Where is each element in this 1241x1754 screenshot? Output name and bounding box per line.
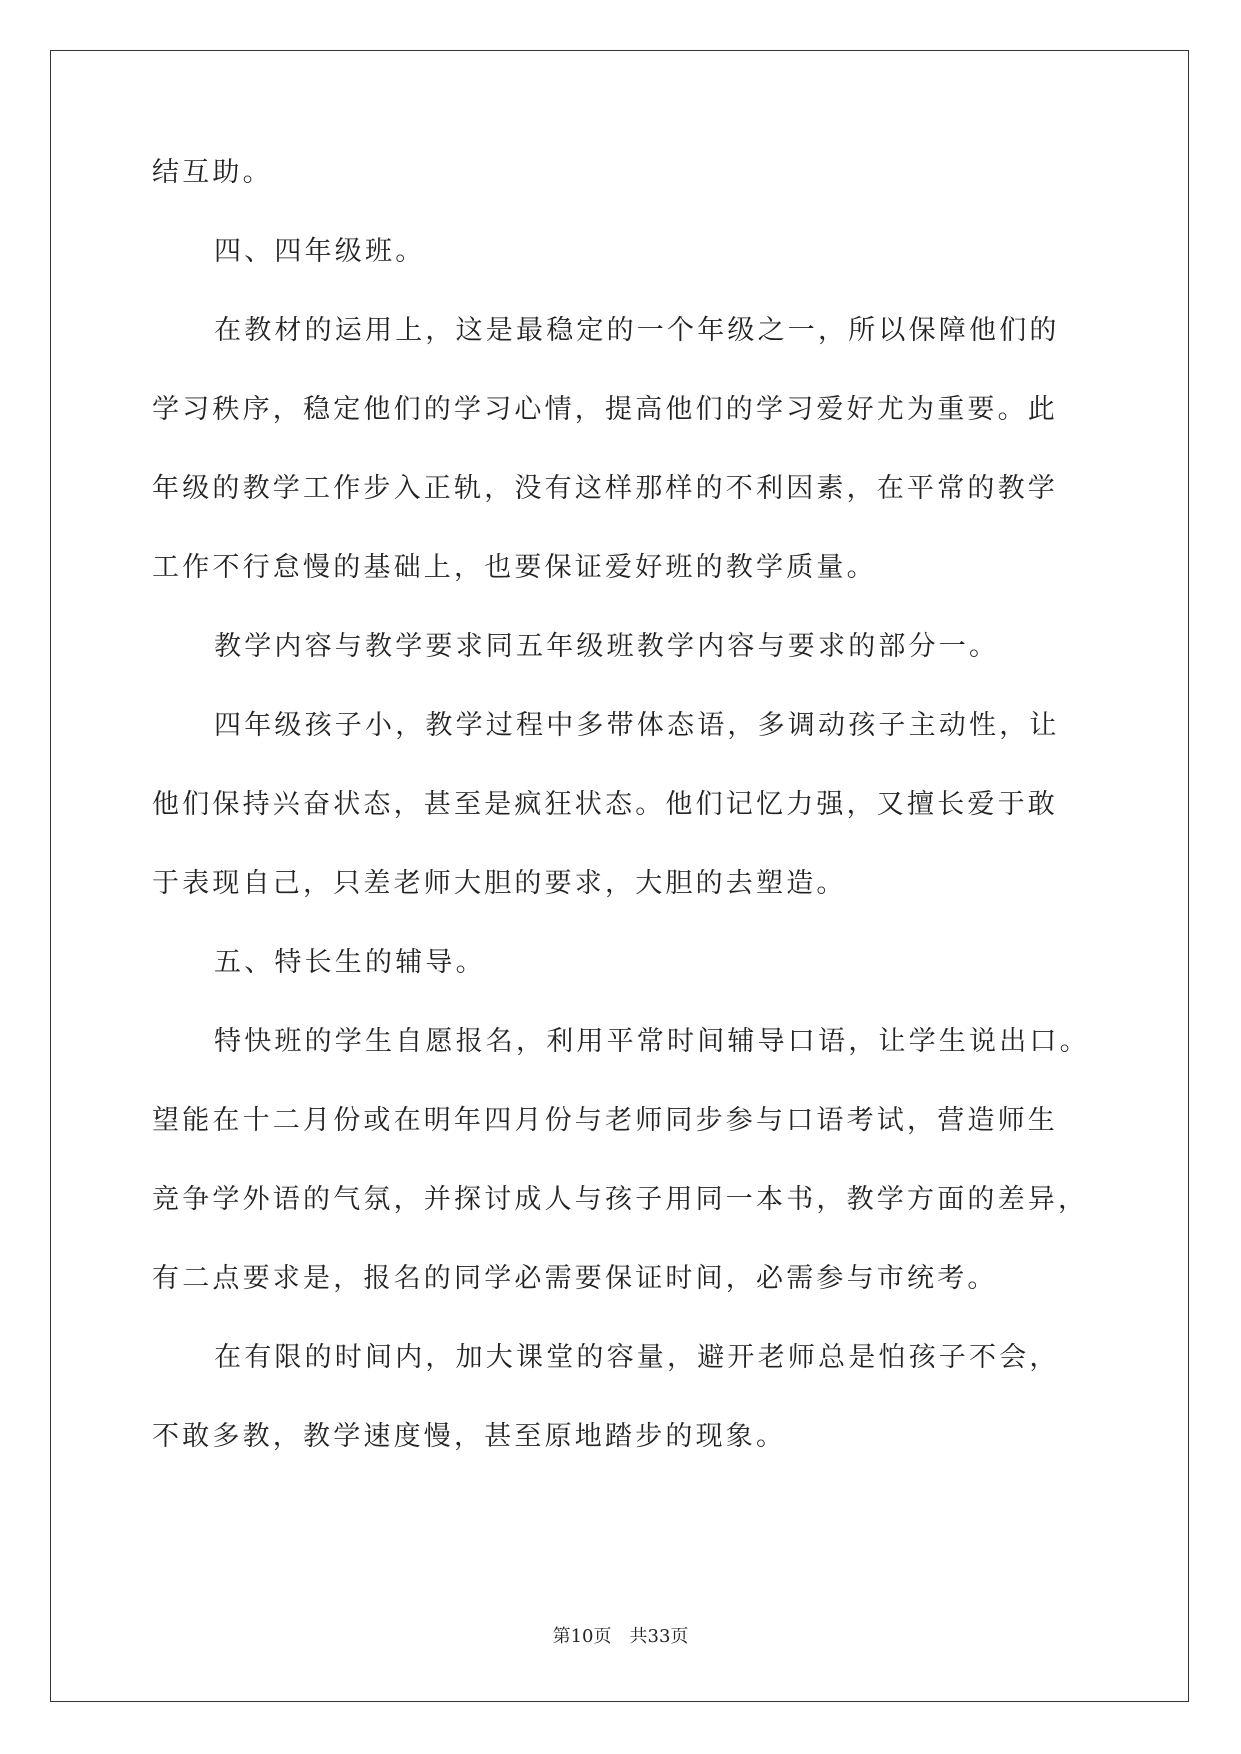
text-line: 不敢多教，教学速度慢，甚至原地踏步的现象。 xyxy=(152,1421,787,1452)
text-line: 他们保持兴奋状态，甚至是疯狂状态。他们记忆力强，又擅长爱于敢 xyxy=(152,789,1058,820)
text-line: 四年级孩子小，教学过程中多带体态语，多调动孩子主动性，让 xyxy=(214,710,1060,741)
text-line: 在有限的时间内，加大课堂的容量，避开老师总是怕孩子不会， xyxy=(214,1342,1060,1373)
section-heading: 四、四年级班。 xyxy=(214,236,426,267)
text-line: 年级的教学工作步入正轨，没有这样那样的不利因素，在平常的教学 xyxy=(152,473,1058,504)
text-line: 竞争学外语的气氛，并探讨成人与孩子用同一本书，教学方面的差异， xyxy=(152,1184,1089,1215)
text-line: 有二点要求是，报名的同学必需要保证时间，必需参与市统考。 xyxy=(152,1263,998,1294)
page-total: 共33页 xyxy=(629,1626,689,1647)
text-line: 望能在十二月份或在明年四月份与老师同步参与口语考试，营造师生 xyxy=(152,1105,1058,1136)
page-footer xyxy=(0,1622,1241,1648)
text-line: 工作不行怠慢的基础上，也要保证爱好班的教学质量。 xyxy=(152,552,877,583)
text-line: 于表现自己，只差老师大胆的要求，大胆的去塑造。 xyxy=(152,868,847,899)
text-line: 学习秩序，稳定他们的学习心情，提高他们的学习爱好尤为重要。此 xyxy=(152,394,1058,425)
page-number: 第10页 xyxy=(552,1626,612,1647)
section-heading: 五、特长生的辅导。 xyxy=(214,947,486,978)
text-line: 在教材的运用上，这是最稳定的一个年级之一，所以保障他们的 xyxy=(214,315,1060,346)
text-line: 特快班的学生自愿报名，利用平常时间辅导口语，让学生说出口。 xyxy=(214,1026,1090,1057)
text-line: 教学内容与教学要求同五年级班教学内容与要求的部分一。 xyxy=(214,631,1000,662)
document-body xyxy=(152,157,1092,1503)
text-line: 结互助。 xyxy=(152,157,273,188)
